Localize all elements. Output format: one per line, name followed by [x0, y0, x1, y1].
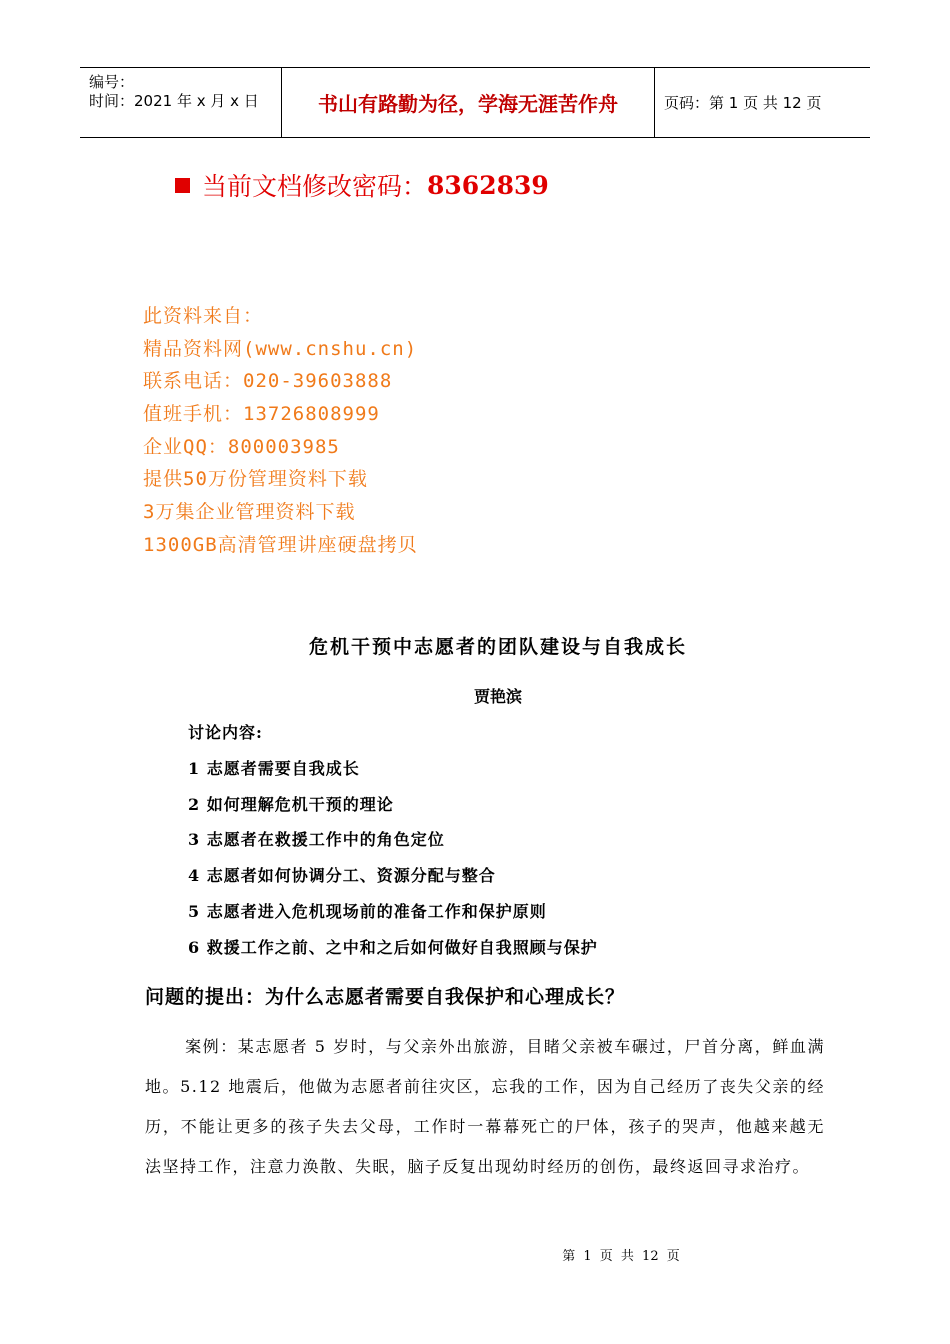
discussion-item: 1 志愿者需要自我成长 [188, 758, 360, 778]
header-page-cell [654, 68, 870, 137]
source-offer-line: 3万集企业管理资料下载 [143, 501, 356, 524]
source-offer-line: 提供50万份管理资料下载 [143, 468, 368, 491]
source-info-block [143, 300, 418, 562]
source-offer-line: 1300GB高清管理讲座硬盘拷贝 [143, 533, 418, 556]
source-website-line: 精品资料网(www.cnshu.cn) [143, 337, 418, 360]
password-code: 8362839 [427, 170, 549, 200]
source-phone-line: 联系电话：020-39603888 [143, 370, 393, 393]
header-meta-cell [80, 68, 280, 137]
document-author: 贾艳滨 [473, 687, 522, 706]
password-label: 当前文档修改密码： [202, 172, 428, 201]
discussion-list [188, 720, 598, 971]
motto-text: 书山有路勤为径，学海无涯苦作舟 [318, 92, 618, 116]
question-heading: 问题的提出：为什么志愿者需要自我保护和心理成长？ [145, 986, 626, 1008]
password-line [175, 165, 549, 205]
page-footer: 第 1 页 共 12 页 [562, 1249, 680, 1264]
discussion-heading: 讨论内容: [188, 723, 263, 742]
number-label: 编号： [89, 73, 135, 91]
source-line: 此资料来自： [143, 305, 264, 327]
red-square-bullet-icon [175, 178, 190, 193]
discussion-item: 6 救援工作之前、之中和之后如何做好自我照顾与保护 [188, 937, 598, 957]
discussion-item: 2 如何理解危机干预的理论 [188, 794, 394, 814]
source-mobile-line: 值班手机：13726808999 [143, 403, 380, 426]
page-label: 页码：第 1 页 共 12 页 [664, 94, 822, 112]
source-qq-line: 企业QQ：800003985 [143, 435, 340, 458]
discussion-item: 5 志愿者进入危机现场前的准备工作和保护原则 [188, 901, 547, 921]
discussion-item: 3 志愿者在救援工作中的角色定位 [188, 830, 445, 850]
case-paragraph-text: 案例：某志愿者 5 岁时，与父亲外出旅游，目睹父亲被车碾过，尸首分离，鲜血满地。5.12 地震后，他做为志愿者前往灾区，忘我的工作，因为自己经历了丧失父亲的经历，不能让更多的孩子失去父母，工作时一幕幕死亡的尸体，孩子的哭声，他越来越无法坚持工作，注意力涣散、失眠，脑子反复出现幼时经历的创伤，最终返回寻求治疗。 [145, 1037, 825, 1176]
document-header-table [80, 67, 870, 138]
document-title: 危机干预中志愿者的团队建设与自我成长 [308, 636, 687, 658]
discussion-item: 4 志愿者如何协调分工、资源分配与整合 [188, 866, 496, 886]
case-paragraph [145, 1027, 825, 1187]
header-motto-cell [281, 68, 655, 137]
time-label: 时间：2021 年 x 月 x 日 [89, 92, 259, 110]
